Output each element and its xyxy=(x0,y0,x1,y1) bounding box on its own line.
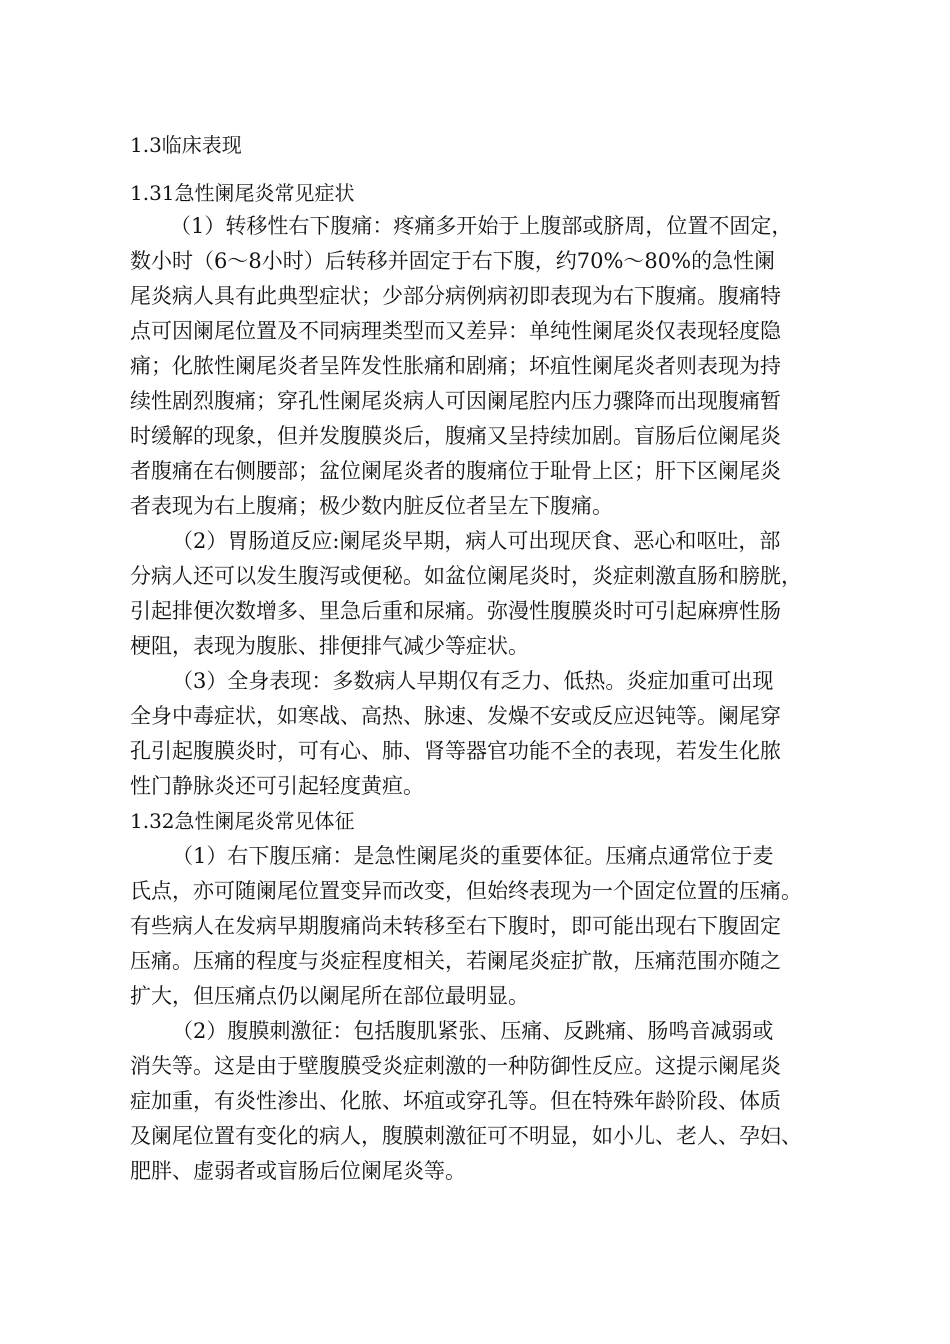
text-line: 孔引起腹膜炎时，可有心、肺、肾等器官功能不全的表现，若发生化脓 xyxy=(130,739,781,763)
text-line: 引起排便次数增多、里急后重和尿痛。弥漫性腹膜炎时可引起麻痹性肠 xyxy=(130,599,781,623)
text-line: 症加重，有炎性渗出、化脓、坏疽或穿孔等。但在特殊年龄阶段、体质 xyxy=(130,1089,781,1113)
text-line: 肥胖、虚弱者或盲肠后位阑尾炎等。 xyxy=(130,1159,466,1183)
section-heading-1-31: 1.31急性阑尾炎常见症状 xyxy=(130,181,355,205)
text-line: 痛；化脓性阑尾炎者呈阵发性胀痛和剧痛；坏疽性阑尾炎者则表现为持 xyxy=(130,354,781,378)
text-line: 时缓解的现象，但并发腹膜炎后，腹痛又呈持续加剧。盲肠后位阑尾炎 xyxy=(130,424,781,448)
text-line: 续性剧烈腹痛；穿孔性阑尾炎病人可因阑尾腔内压力骤降而出现腹痛暂 xyxy=(130,389,781,413)
text-line: 者表现为右上腹痛；极少数内脏反位者呈左下腹痛。 xyxy=(130,494,613,518)
text-line: （3）全身表现：多数病人早期仅有乏力、低热。炎症加重可出现 xyxy=(172,669,774,693)
text-line: （1）右下腹压痛：是急性阑尾炎的重要体征。压痛点通常位于麦 xyxy=(172,844,774,868)
text-line: 梗阻，表现为腹胀、排便排气减少等症状。 xyxy=(130,634,529,658)
section-heading-1-32: 1.32急性阑尾炎常见体征 xyxy=(130,809,355,833)
text-line: 者腹痛在右侧腰部；盆位阑尾炎者的腹痛位于耻骨上区；肝下区阑尾炎 xyxy=(130,459,781,483)
text-line: 有些病人在发病早期腹痛尚未转移至右下腹时，即可能出现右下腹固定 xyxy=(130,914,781,938)
text-line: （2）胃肠道反应:阑尾炎早期，病人可出现厌食、恶心和呕吐，部 xyxy=(172,529,781,553)
text-line: 全身中毒症状，如寒战、高热、脉速、发燥不安或反应迟钝等。阑尾穿 xyxy=(130,704,781,728)
text-line: 及阑尾位置有变化的病人，腹膜刺激征可不明显，如小儿、老人、孕妇、 xyxy=(130,1124,802,1148)
text-line: 数小时（6～8小时）后转移并固定于右下腹，约70%～80%的急性阑 xyxy=(130,249,776,273)
text-line: 性门静脉炎还可引起轻度黄疸。 xyxy=(130,774,424,798)
text-line: 分病人还可以发生腹泻或便秘。如盆位阑尾炎时，炎症刺激直肠和膀胱， xyxy=(130,564,802,588)
text-line: （1）转移性右下腹痛：疼痛多开始于上腹部或脐周，位置不固定， xyxy=(170,214,793,238)
text-line: 尾炎病人具有此典型症状；少部分病例病初即表现为右下腹痛。腹痛特 xyxy=(130,284,781,308)
text-line: 压痛。压痛的程度与炎症程度相关，若阑尾炎症扩散，压痛范围亦随之 xyxy=(130,949,781,973)
text-line: 扩大，但压痛点仍以阑尾所在部位最明显。 xyxy=(130,984,529,1008)
text-line: 氏点，亦可随阑尾位置变异而改变，但始终表现为一个固定位置的压痛。 xyxy=(130,879,802,903)
text-line: 消失等。这是由于壁腹膜受炎症刺激的一种防御性反应。这提示阑尾炎 xyxy=(130,1054,781,1078)
text-line: （2）腹膜刺激征：包括腹肌紧张、压痛、反跳痛、肠鸣音减弱或 xyxy=(172,1019,774,1043)
text-line: 点可因阑尾位置及不同病理类型而又差异：单纯性阑尾炎仅表现轻度隐 xyxy=(130,319,781,343)
section-heading-1-3: 1.3临床表现 xyxy=(130,133,242,157)
